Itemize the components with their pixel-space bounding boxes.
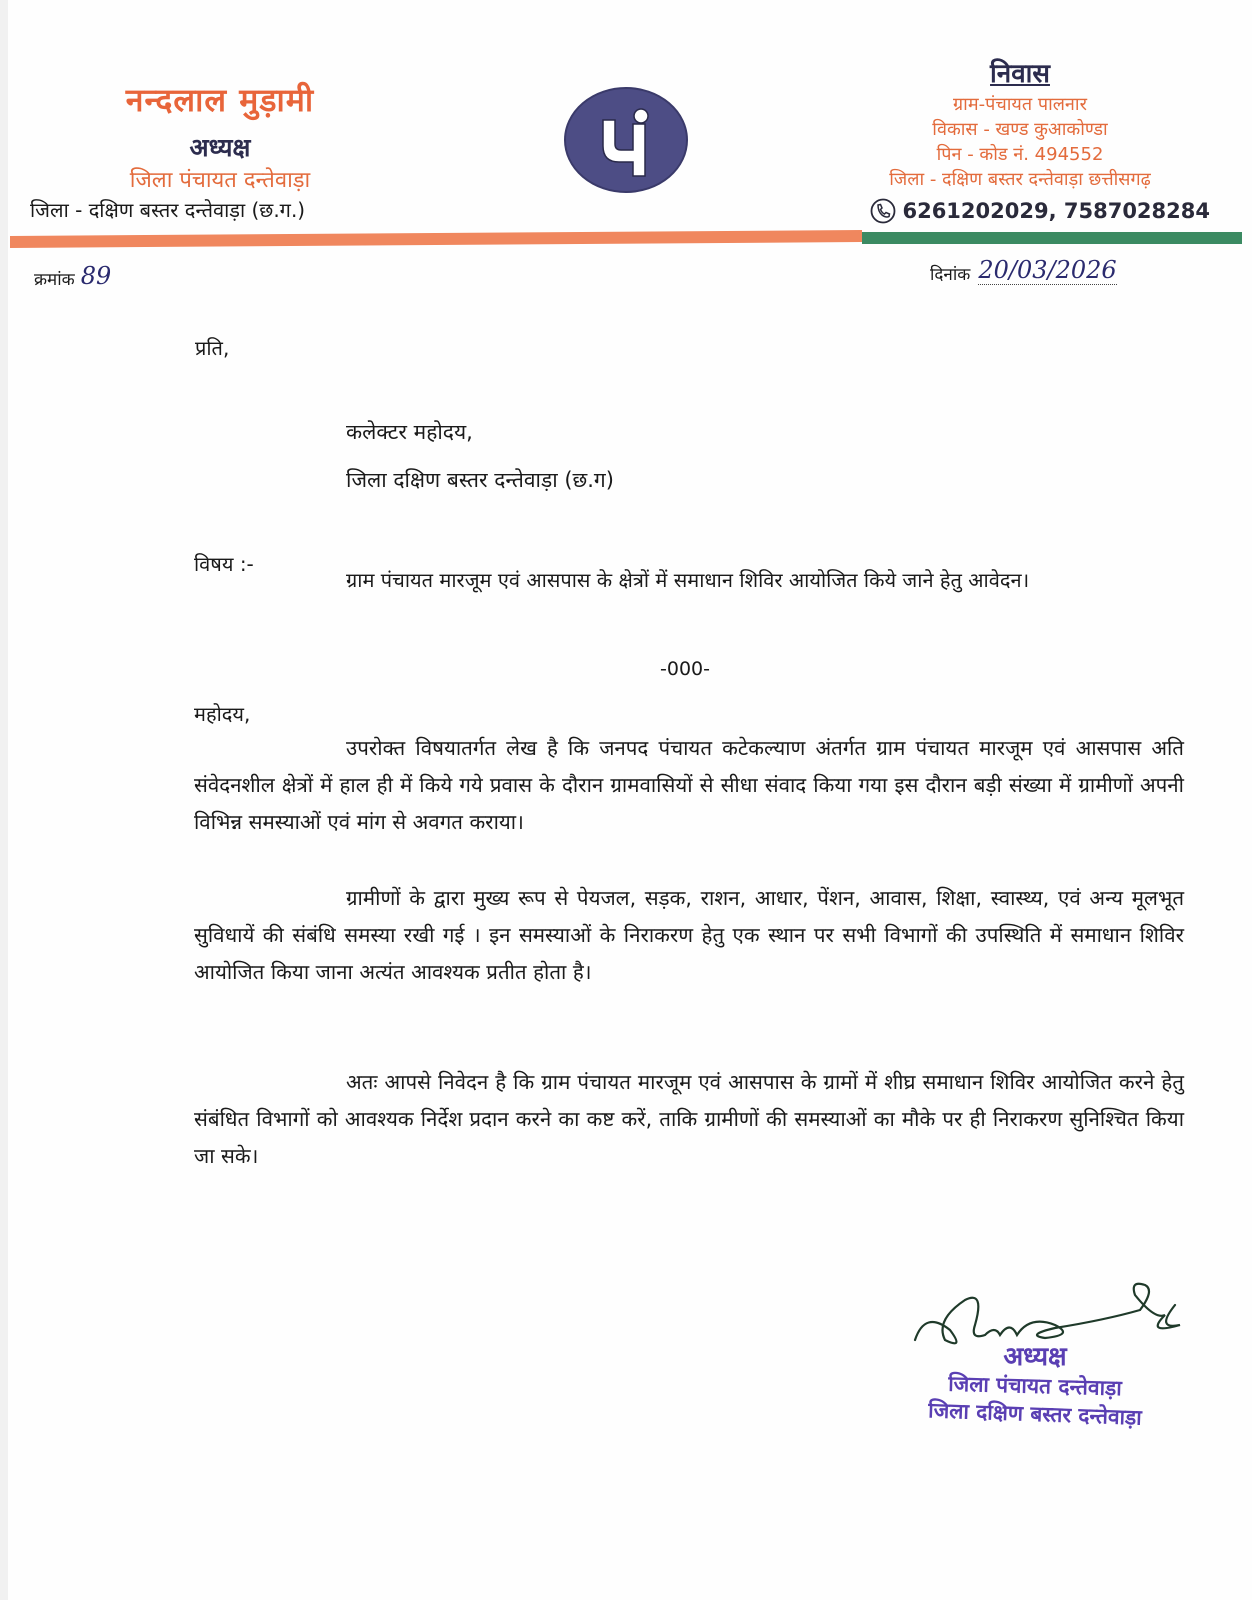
reference-label: क्रमांक: [34, 270, 75, 290]
sender-district: जिला - दक्षिण बस्तर दन्तेवाड़ा (छ.ग.): [30, 198, 306, 222]
page-edge: [0, 0, 8, 1600]
body-paragraph: अतः आपसे निवेदन है कि ग्राम पंचायत मारजूम एवं आसपास के ग्रामों में शीघ्र समाधान शिविर आयोजित करने हेतु संबंधित विभागों को आवश्यक निर्देश प्रदान करने का कष्ट करें, ताकि ग्रामीणों की समस्याओं का मौके पर ही निराकरण सुनिश्चित किया जा सके।: [194, 1070, 1184, 1168]
date-label: दिनांक: [930, 265, 971, 285]
reference-value: 89: [80, 262, 112, 290]
recipient-line-1: कलेक्टर महोदय,: [346, 420, 473, 444]
letterhead-left: [20, 78, 420, 224]
stamp-district: जिला दक्षिण बस्तर दन्तेवाड़ा: [927, 1398, 1143, 1430]
sender-organization: जिला पंचायत दन्तेवाड़ा: [129, 168, 311, 193]
recipient-to: प्रति,: [195, 336, 230, 360]
phone-numbers: 6261202029, 7587028284: [902, 199, 1210, 223]
residence-line: पिन - कोड नं. 494552: [936, 144, 1104, 165]
sender-role: अध्यक्ष: [189, 133, 251, 162]
phone-icon: [870, 198, 896, 224]
letter-date: [930, 256, 1117, 285]
residence-line: ग्राम-पंचायत पालनार: [953, 94, 1087, 115]
body-paragraph: उपरोक्त विषयातर्गत लेख है कि जनपद पंचायत कटेकल्याण अंतर्गत ग्राम पंचायत मारजूम एवं आसपास अति संवेदनशील क्षेत्रों में हाल ही में किये गये प्रवास के दौरान ग्रामवासियों से सीधा संवाद किया गया इस दौरान बड़ी संख्या में ग्रामीणों अपनी विभिन्न समस्याओं एवं मांग से अवगत कराया।: [194, 736, 1184, 834]
header-divider-orange: [10, 230, 862, 248]
official-stamp: [890, 1342, 1180, 1428]
stamp-role: अध्यक्ष: [1003, 1342, 1067, 1372]
separator: -000-: [660, 658, 710, 680]
phone-row: [820, 196, 1220, 226]
subject-text: ग्राम पंचायत मारजूम एवं आसपास के क्षेत्रों में समाधान शिविर आयोजित किये जाने हेतु आवेदन।: [346, 568, 1030, 592]
header-divider-green: [862, 232, 1242, 244]
body-paragraph: ग्रामीणों के द्वारा मुख्य रूप से पेयजल, सड़क, राशन, आधार, पेंशन, आवास, शिक्षा, स्वास्थ्य, एवं अन्य मूलभूत सुविधायें की संबंधि समस्या रखी गई । इन समस्याओं के निराकरण हेतु एक स्थान पर सभी विभागों की उपस्थिति में समाधान शिविर आयोजित किया जाना अत्यंत आवश्यक प्रतीत होता है।: [194, 886, 1184, 984]
residence-line: विकास - खण्ड कुआकोण्डा: [932, 119, 1108, 140]
residence-title: निवास: [990, 59, 1050, 89]
salutation: महोदय,: [194, 702, 251, 726]
subject-label: विषय :-: [194, 552, 254, 576]
letterhead-right: [820, 56, 1220, 226]
stamp-organization: जिला पंचायत दन्तेवाड़ा: [947, 1371, 1123, 1401]
date-value: 20/03/2026: [978, 256, 1117, 284]
residence-line: जिला - दक्षिण बस्तर दन्तेवाड़ा छत्तीसगढ़: [889, 169, 1151, 190]
reference-number: [34, 262, 111, 290]
recipient-line-2: जिला दक्षिण बस्तर दन्तेवाड़ा (छ.ग): [346, 468, 614, 492]
sender-name: नन्दलाल मुड़ामी: [125, 81, 315, 119]
panchayat-logo-icon: [563, 86, 689, 194]
